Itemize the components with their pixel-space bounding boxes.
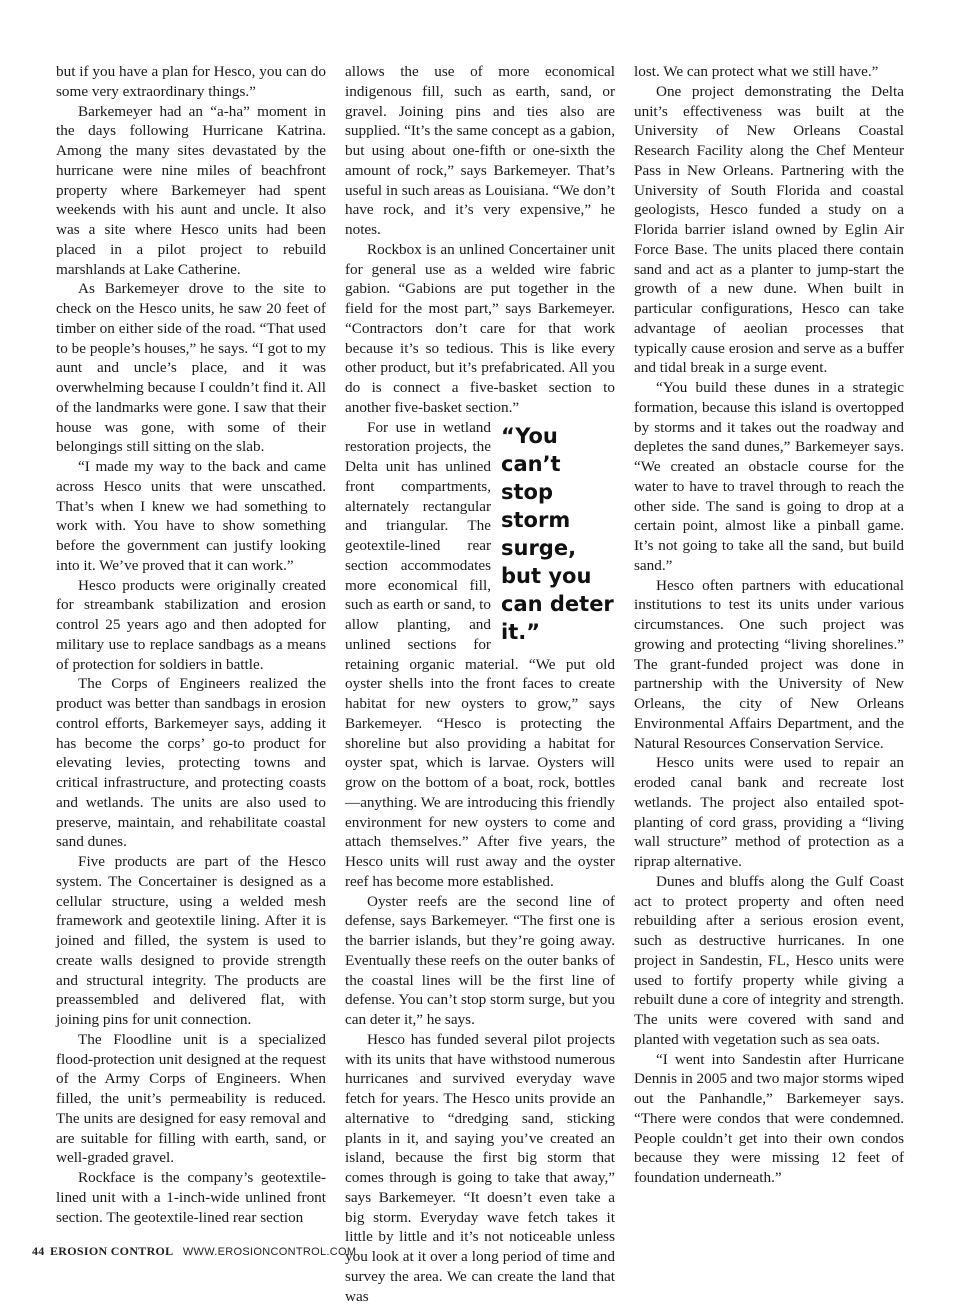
paragraph: One project demonstrating the Delta unit’s effectiveness was built at the University of New Orleans Coastal Research Facility along the Chef Menteur Pass in New Orleans. Partnering with the University of South Florida and coastal geologists, Hesco funded a study on a Florida barrier island owned by Eglin Air Force Base. The units placed there contain sand and act as a planter to jump-start the growth of a new dune. When built in particular configurations, Hesco can take advantage of aeolian processes that typically cause erosion and serve as a buffer and tidal break in a surge event. <box>634 82 904 377</box>
paragraph: Hesco products were originally created for streambank stabilization and erosion control 25 years ago and then adopted for military use to replace sandbags as a means of protection for soldiers in battle. <box>56 576 326 673</box>
paragraph: “I made my way to the back and came across Hesco units that were unscathed. That’s when I knew we had something to work with. You have to show something before the government can justify looking into it. We’ve proved that it can work.” <box>56 458 326 574</box>
paragraph: “You build these dunes in a strategic formation, because this island is overtopped by storms and it takes out the roadway and depletes the sand dunes,” Barkemeyer says. “We created an obstacle course for the water to have to travel through to reach the other side. The sand is going to drop at a certain point, almost like a pinball game. It’s not going to take all the sand, but build sand.” <box>634 379 904 574</box>
paragraph: The Corps of Engineers realized the product was better than sandbags in erosion control efforts, Barkemeyer says, adding it has become the corps’ go-to product for elevating levies, protecting towns and critical infrastructure, and protecting coasts and wetlands. The units are also used to preserve, maintain, and rehabilitate coastal sand dunes. <box>56 675 326 851</box>
paragraph: “I went into Sandestin after Hurricane Dennis in 2005 and two major storms wiped out the Panhandle,” Barkemeyer says. “There were condos that were condemned. People couldn’t get into their own condos because they were missing 12 feet of foundation underneath.” <box>634 1050 904 1186</box>
paragraph: Hesco has funded several pilot projects with its units that have withstood numerous hurricanes and survived everyday wave fetch for years. The Hesco units provide an alternative to “dredging sand, sticking plants in it, and saying you’ve created an island, because the first big storm that comes through is going to take that away,” says Barkemeyer. “It doesn’t even take a big storm. Everyday wave fetch takes it little by little and it’s not noticeable unless you look at it over a long period of time and survey the area. We can create the land that was <box>345 1030 615 1305</box>
paragraph: Hesco units were used to repair an eroded canal bank and recreate lost wetlands. The project also entailed spot-planting of cord grass, providing a “living wall structure” method of protection as a riprap alternative. <box>634 754 904 870</box>
paragraph: Barkemeyer had an “a-ha” moment in the days following Hurricane Katrina. Among the many sites devastated by the hurricane were nine miles of beachfront property where Barkemeyer had spent weekends with his aunt and uncle. It also was a site where Hesco units had been placed in a pilot project to rebuild marshlands at Lake Catherine. <box>56 102 326 278</box>
paragraph: Hesco often partners with educational institutions to test its units under various circumstances. One such project was growing and protecting “living shorelines.” The grant-funded project was done in partnership with the University of New Orleans, the city of New Orleans Environmental Affairs Department, and the Natural Resources Conservation Service. <box>634 576 904 752</box>
paragraph: Dunes and bluffs along the Gulf Coast act to protect property and often need rebuilding after a serious erosion event, such as destructive hurricanes. In one project in Sandestin, FL, Hesco units were used to fortify property while giving a rebuilt dune a core of integrity and strength. The units were covered with sand and planted with vegetation such as sea oats. <box>634 872 904 1048</box>
article-column-2 <box>345 62 615 1306</box>
pull-quote: “You can’t stop storm surge, but you can deter it.” <box>501 423 614 644</box>
paragraph: allows the use of more economical indigenous fill, such as earth, sand, or gravel. Joining pins and ties also are supplied. “It’s the same concept as a gabion, but using about one-fifth or one-sixth the amount of rock,” says Barkemeyer. That’s useful in such areas as Louisiana. “We don’t have rock, and it’s very expensive,” he notes. <box>345 63 615 238</box>
paragraph: Oyster reefs are the second line of defense, says Barkemeyer. “The first one is the barrier islands, but they’re going away. Eventually these reefs on the outer banks of the coastal lines will be the first line of defense. You can’t stop storm surge, but you can deter it,” he says. <box>345 892 615 1028</box>
paragraph: The Floodline unit is a specialized flood-protection unit designed at the request of the Army Corps of Engineers. When filled, the unit’s permeability is reduced. The units are designed for easy removal and are suitable for filling with earth, sand, or well-graded gravel. <box>56 1030 326 1167</box>
article-column-1 <box>56 62 326 1227</box>
paragraph: As Barkemeyer drove to the site to check on the Hesco units, he saw 20 feet of timber on either side of the road. “That used to be people’s houses,” he says. “I got to my aunt and uncle’s place, and it was overwhelming because I couldn’t find it. All of the landmarks were gone. I saw that their house was gone, with some of their belongings still sitting on the slab. <box>56 280 326 456</box>
paragraph: Five products are part of the Hesco system. The Concertainer is designed as a cellular structure, using a welded mesh framework and geotextile lining. After it is joined and filled, the system is used to create walls designed to provide strength and structural integrity. The products are preassembled and delivered flat, with joining pins for unit connection. <box>56 853 326 1028</box>
paragraph: lost. We can protect what we still have.” <box>634 63 879 80</box>
article-column-3 <box>634 62 904 1188</box>
paragraph: Rockface is the company’s geotextile-lined unit with a 1-inch-wide unlined front section. The geotextile-lined rear section <box>56 1169 326 1226</box>
page-footer <box>32 1244 356 1259</box>
magazine-name: EROSION CONTROL <box>49 1244 174 1258</box>
paragraph: Rockbox is an unlined Concertainer unit for general use as a welded wire fabric gabion. “Gabions are put together in the field for the most part,” says Barkemeyer. “Contractors don’t care for that work because it’s so tedious. This is like every other product, but it’s prefabricated. All you do is connect a five-basket section to another five-basket section.” <box>345 240 615 416</box>
page-number: 44 <box>32 1244 45 1258</box>
website-link[interactable]: WWW.EROSIONCONTROL.COM <box>182 1246 357 1258</box>
paragraph: but if you have a plan for Hesco, you can do some very extraordinary things.” <box>56 63 326 100</box>
paragraph: For use in wetland restoration projects, the Delta unit has unlined front compartments, alternately rectangular and triangular. The geotextile-lined rear section accommodates more economical fill, such as earth or sand, to allow planting, and unlined sections for retaining organic material. “We put old oyster shells into the front faces to create habitat for new oysters to grow,” says Barkemeyer. “Hesco is protecting the shoreline but also providing a habitat for oyster spat, which is larvae. Oysters will grow on the bottom of a boat, rock, bottles—anything. We are introducing this friendly environment for new oysters to come and attach themselves.” After five years, the Hesco units will rust away and the oyster reef has become more established. <box>345 418 615 890</box>
